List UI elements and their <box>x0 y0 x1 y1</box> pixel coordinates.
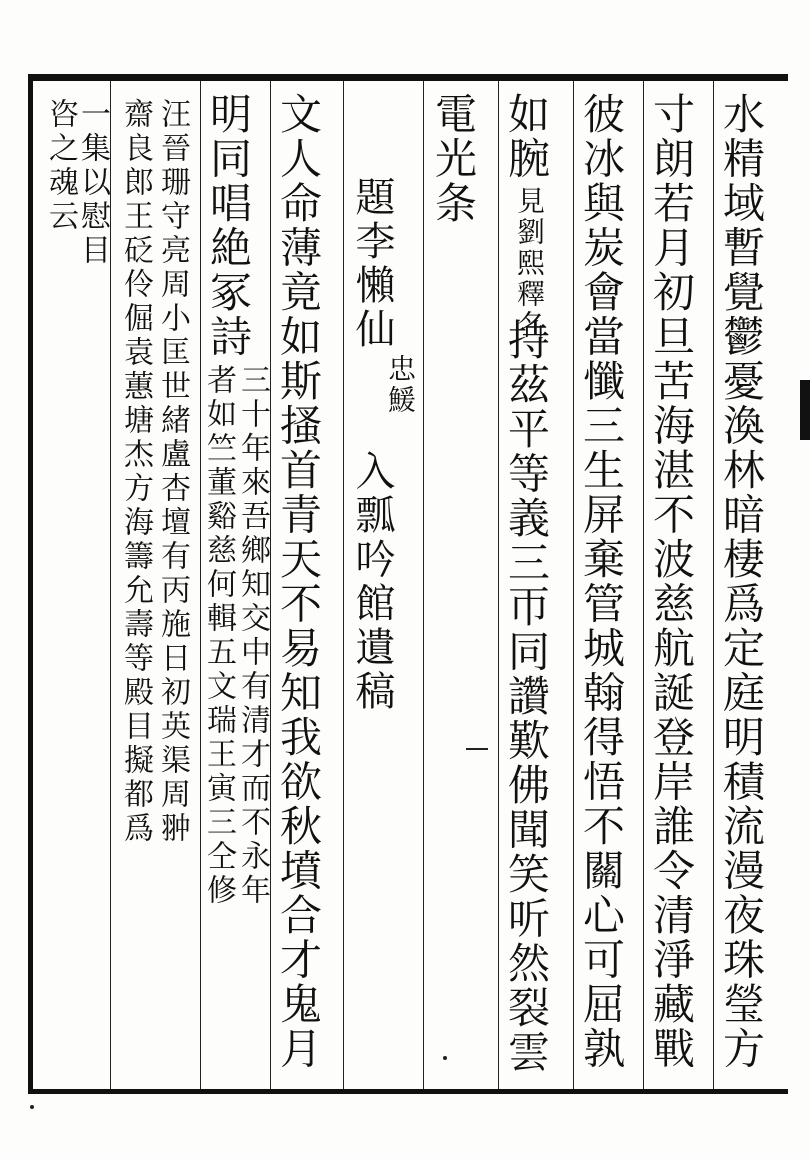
text-column-4-note: 見劉熙釋名 <box>513 186 546 341</box>
column-rule <box>110 81 111 1089</box>
column-rule <box>498 81 499 1089</box>
text-column-5: 電光条 <box>429 92 478 226</box>
ink-mark <box>466 748 488 750</box>
column-rule <box>270 81 271 1089</box>
text-column-3: 彼冰與炭會當懺三生屏棄管城翰得悟不關心可屈孰 <box>577 92 626 1071</box>
page-edge-mark <box>800 380 810 440</box>
collection-title: 入瓢吟館遺稿 <box>349 450 395 714</box>
poem-title: 題李懶仙 <box>349 176 395 352</box>
note-line-2: 者如竺董谿慈何輯五文瑞王寅三仝修 <box>201 364 236 908</box>
author-name: 忠鰀 <box>384 354 417 416</box>
text-column-4-end: 持茲平等義三帀同讚歎佛聞笑听然裂雲 <box>502 318 551 1075</box>
note-line-4: 齋良郎王砭伶倔袁蕙塘杰方海籌允壽等殿目擬都爲 <box>118 98 153 846</box>
note-line-6: 咨之魂云 <box>43 98 78 234</box>
text-column-4-start: 如腕 <box>502 92 551 181</box>
column-rule <box>343 81 344 1089</box>
column-rule <box>713 81 714 1089</box>
poem-line-1: 文人命薄竟如斯搔首青天不易知我欲秋墳合才鬼月 <box>274 92 323 1071</box>
poem-line-2: 明同唱絶冢詩 <box>204 92 253 359</box>
text-column-1: 水精域暫覺鬱憂渙林暗棲爲定庭明積流漫夜珠瑩方 <box>717 92 766 1071</box>
note-line-5: 一集以慰目 <box>75 98 110 268</box>
column-rule <box>643 81 644 1089</box>
text-column-2: 寸朗若月初旦苦海湛不波慈航誕登岸誰令清淨藏戰 <box>647 92 696 1071</box>
ink-dot <box>443 1056 447 1060</box>
column-rule <box>573 81 574 1089</box>
ink-dot <box>30 1105 34 1109</box>
note-line-1: 三十年來吾鄉知交中有清才而不永年 <box>235 364 270 908</box>
column-rule <box>423 81 424 1089</box>
note-line-3: 汪晉珊守亮周小匡世緒盧杏壇有丙施日初英渠周翀 <box>155 98 190 846</box>
